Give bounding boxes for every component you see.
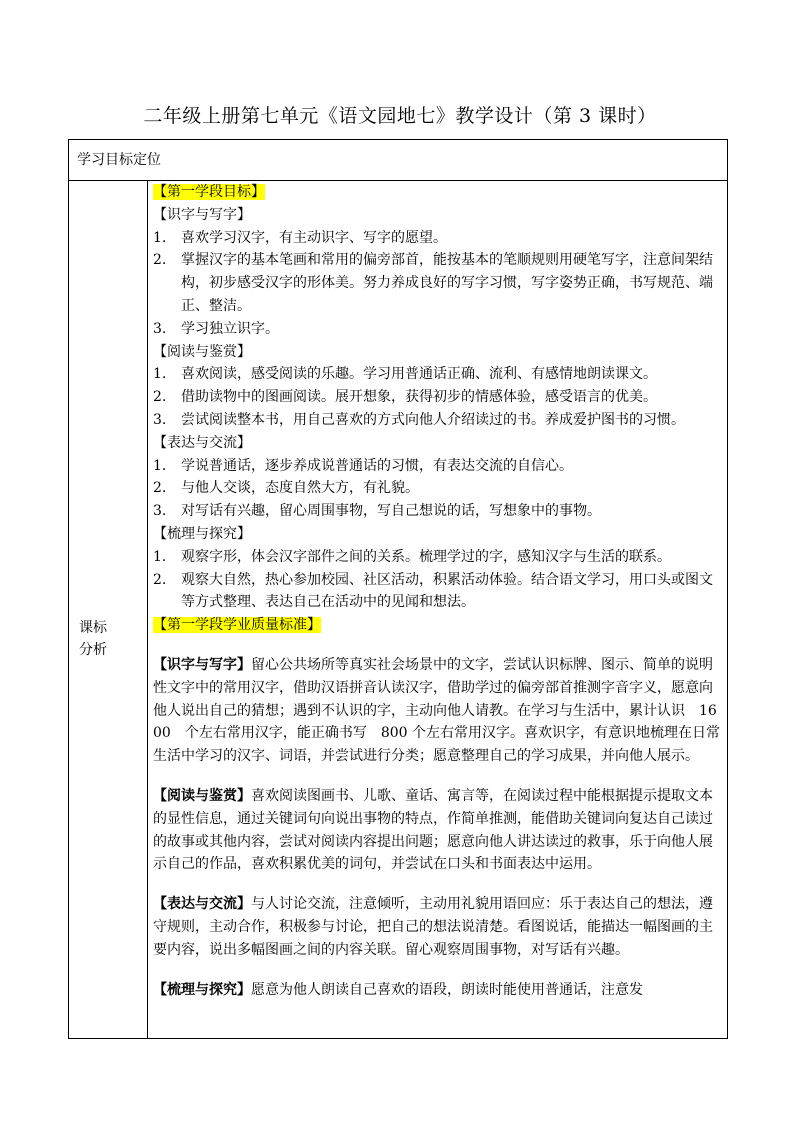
standard-paragraph: 【表达与交流】与人讨论交流，注意倾听，主动用礼貌用语回应：乐于表达自己的想法，遵守规则，主动合作，积极参与讨论，把自己的想法说清楚。看图说话，能描达一幅图画的主要内容，说出多幅图画之间的内容关联。留心观察周围事物，对写话有兴趣。 (153, 896, 713, 958)
list-item: 2. 观察大自然，热心参加校园、社区活动，积累活动体验。结合语文学习，用口头或图文等方式整理、表达自己在活动中的见闻和想法。 (153, 571, 713, 611)
list-item: 3. 对写话有兴趣，留心周围事物，写自己想说的话，写想象中的事物。 (153, 503, 601, 520)
list-item: 2. 借助读物中的图画阅读。展开想象，获得初步的情感体验，感受语言的优美。 (153, 389, 657, 406)
list-item: 2. 与他人交谈，态度自然大方，有礼貌。 (153, 480, 419, 497)
list-item: 1. 喜欢学习汉字，有主动识字、写字的愿望。 (153, 229, 447, 246)
document-title: 二年级上册第七单元《语文园地七》教学设计（第 3 课时） (143, 105, 657, 127)
list-item: 3. 学习独立识字。 (153, 320, 279, 337)
section-heading: 【表达与交流】 (153, 434, 251, 451)
list-item: 1. 观察字形，体会汉字部件之间的关系。梳理学过的字，感知汉字与生活的联系。 (153, 548, 671, 565)
section-heading: 【阅读与鉴赏】 (153, 343, 251, 360)
list-item: 3. 尝试阅读整本书，用自己喜欢的方式向他人介绍读过的书。养成爱护图书的习惯。 (153, 411, 685, 428)
standard-paragraph: 【识字与写字】留心公共场所等真实社会场景中的文字，尝试认识标牌、图示、简单的说明性文字中的常用汉字，借助汉语拼音认读汉字，借助学过的偏旁部首推测字音字义，愿意向他人说出自己的猜想；遇到不认识的字，主动向他人请教。在学习与生活中，累计认识 1600 个左右常用汉字，能正确书写 800 个左右常用汉字。喜欢识字，有意识地梳理在日常生活中学习的汉字、词语，并尝试进行分类；愿意整理自己的学习成果，并向他人展示。 (153, 656, 720, 765)
list-item: 1. 喜欢阅读，感受阅读的乐趣。学习用普通话正确、流利、有感情地朗读课文。 (153, 366, 657, 383)
standards-heading: 【第一学段学业质量标准】 (153, 617, 321, 634)
standard-paragraph: 【阅读与鉴赏】喜欢阅读图画书、儿歌、童话、寓言等，在阅读过程中能根据提示提取文本的显性信息，通过关键词句向说出事物的特点，作简单推测，能借助关键词向复达自己读过的故事或其他内容，尝试对阅读内容提出问题；愿意向他人讲达读过的救事，乐于向他人展示自己的作品，喜欢积累优美的词句，并尝试在口头和书面表达中运用。 (153, 787, 713, 873)
section-heading: 【梳理与探究】 (153, 525, 251, 542)
list-item: 2. 掌握汉字的基本笔画和常用的偏旁部首，能按基本的笔顺规则用硬笔写字，注意间架结构，初步感受汉字的形体美。努力养成良好的写字习惯，写字姿势正确，书写规范、端正、整洁。 (153, 252, 713, 314)
content-cell (153, 181, 721, 1038)
header-row: 学习目标定位 (69, 140, 727, 181)
row-label-line1: 课标 (79, 620, 107, 636)
lesson-table (68, 139, 728, 1039)
goals-heading: 【第一学段目标】 (153, 184, 265, 200)
left-column (69, 181, 148, 1038)
list-item: 1. 学说普通话，逐步养成说普通话的习惯，有表达交流的自信心。 (153, 457, 573, 474)
standard-paragraph: 【梳理与探究】愿意为他人朗读自己喜欢的语段，朗读时能使用普通话，注意发 (153, 981, 643, 998)
row-label-line2: 分析 (79, 642, 107, 658)
section-heading: 【识字与写字】 (153, 206, 251, 223)
row-label (79, 617, 139, 661)
